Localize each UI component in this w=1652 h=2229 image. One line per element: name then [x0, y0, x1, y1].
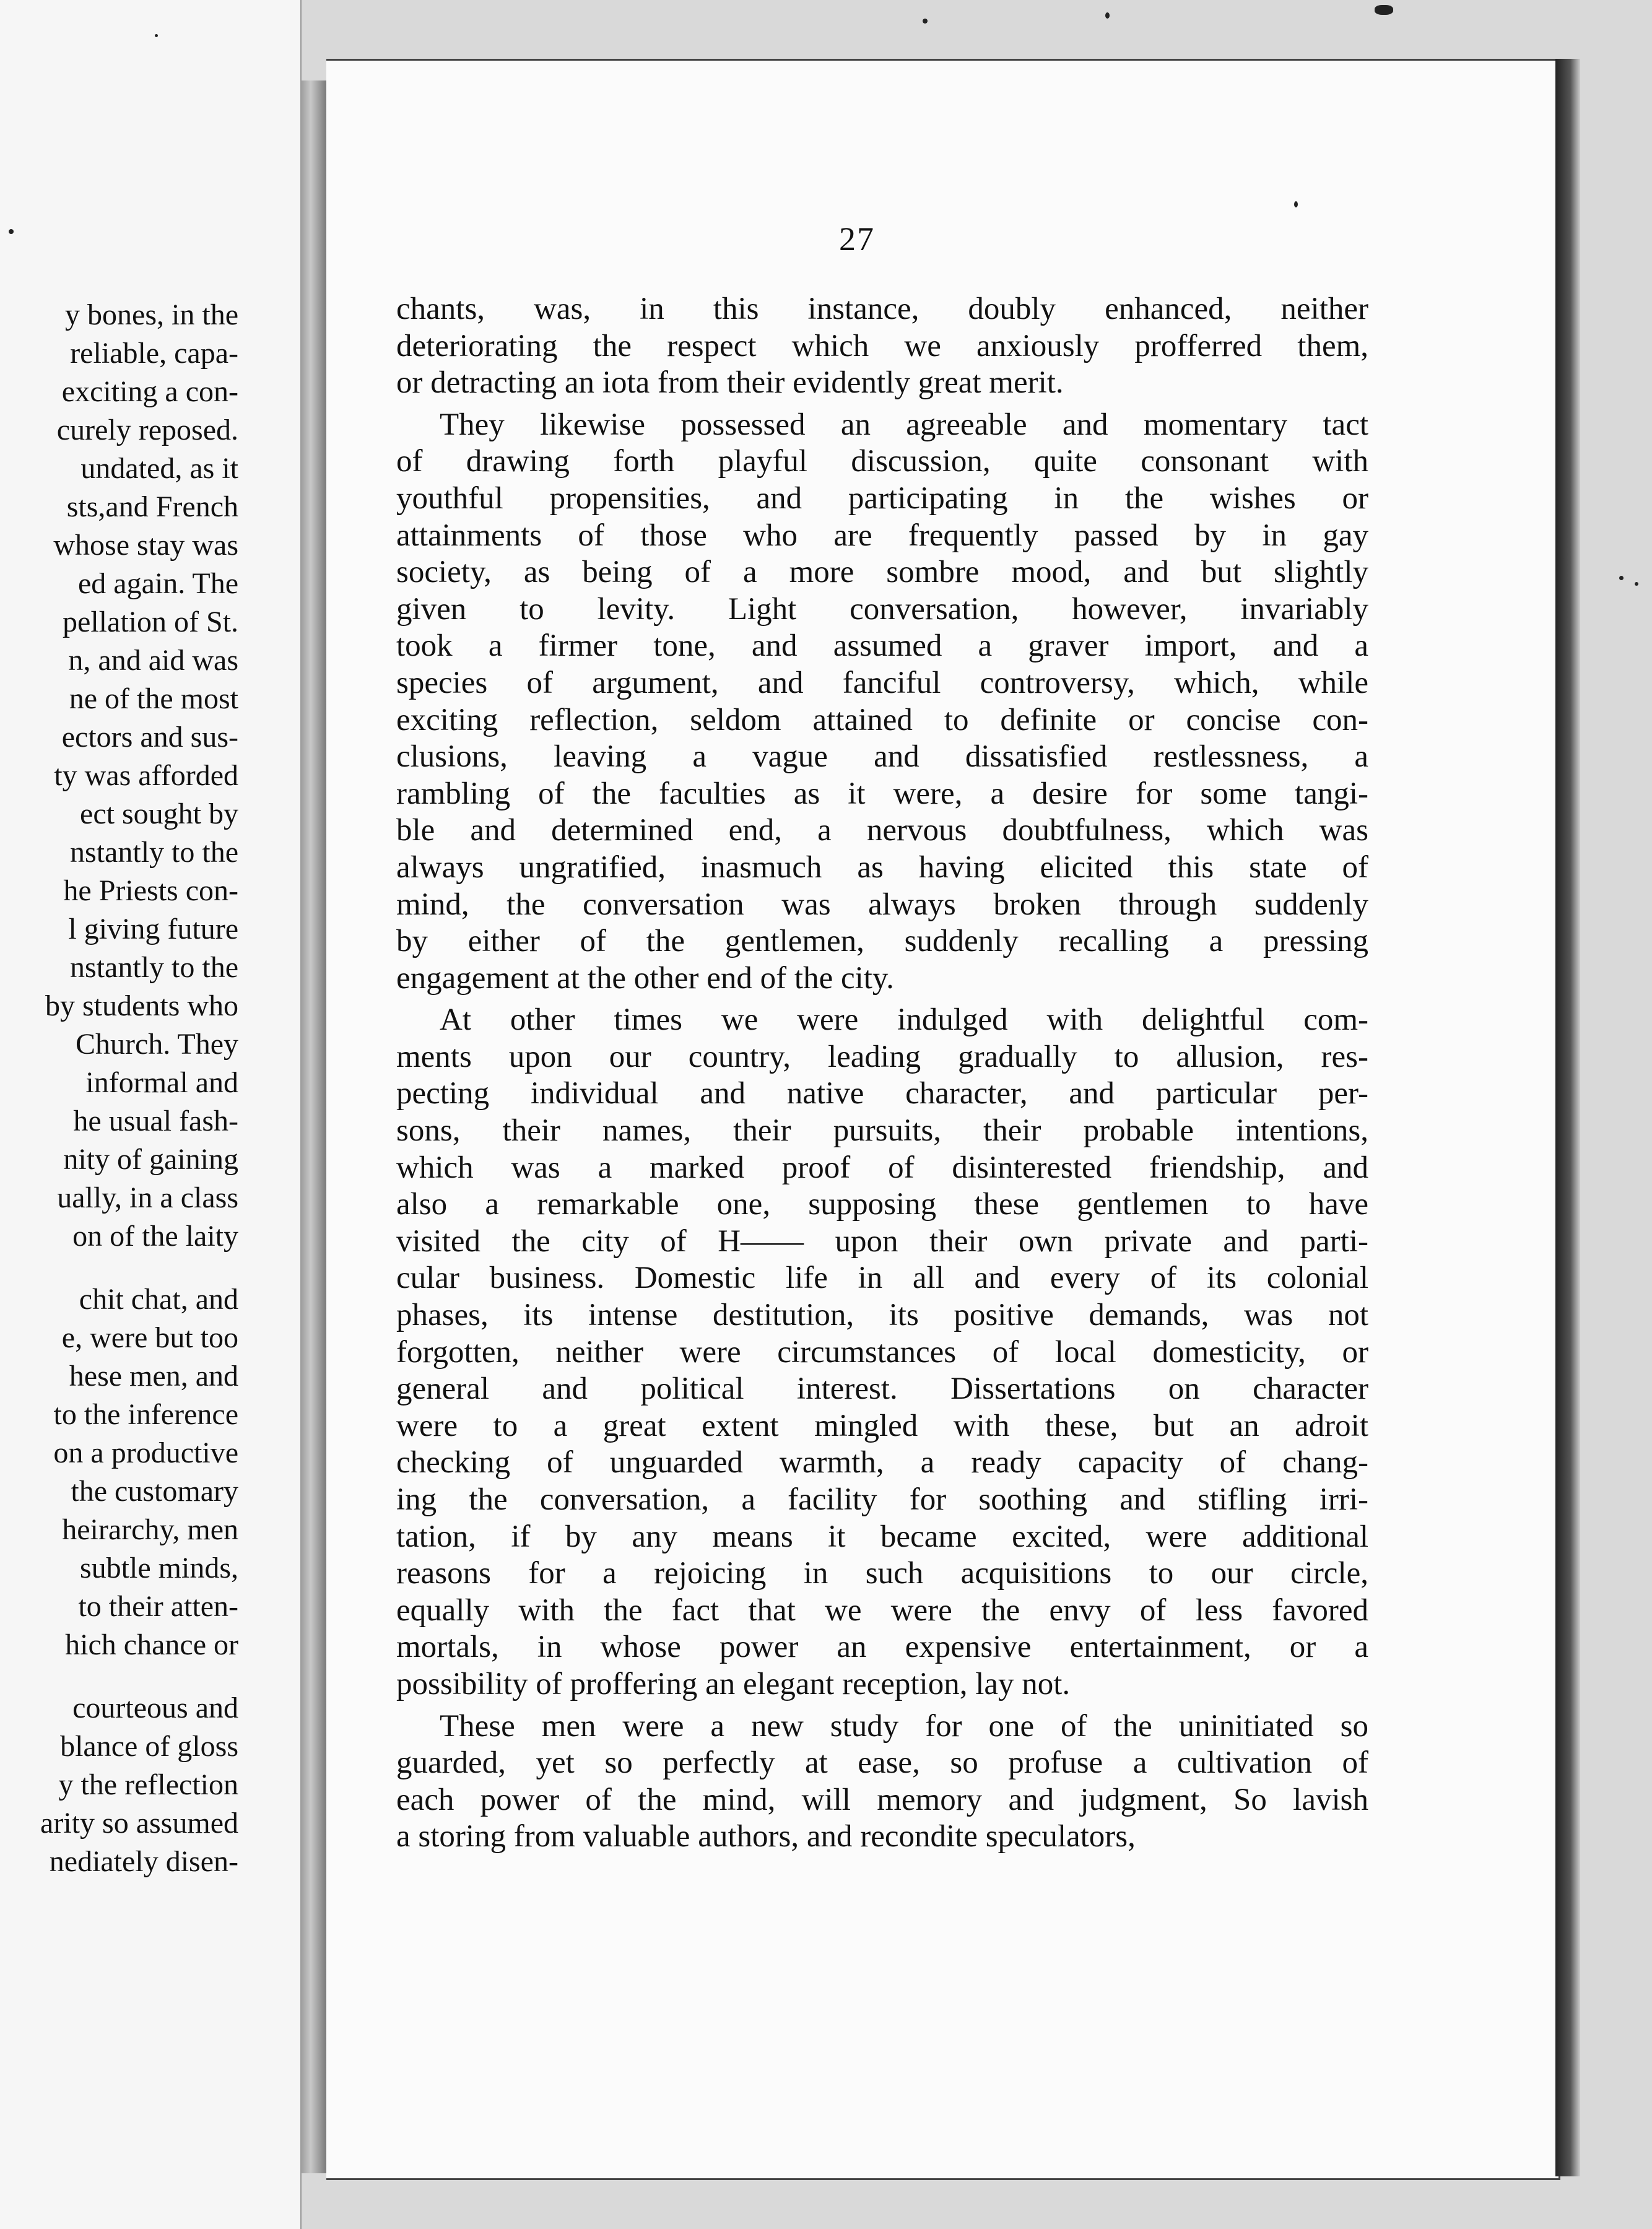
paragraph-gap	[396, 1703, 1368, 1708]
left-page-line: nstantly to the	[70, 836, 238, 869]
scan-speck	[1105, 12, 1110, 19]
text-line: ing the conversation, a facility for soothing and stifling irri-	[396, 1482, 1368, 1517]
left-page-line: n, and aid was	[68, 644, 238, 677]
text-line: ble and determined end, a nervous doubtfulness, which was	[396, 813, 1368, 848]
text-line: species of argument, and fanciful controversy, which, while	[396, 665, 1368, 700]
left-page	[0, 0, 302, 2229]
left-page-line: pellation of St.	[63, 606, 238, 638]
left-page-line: exciting a con-	[61, 375, 238, 408]
text-line: general and political interest. Dissertations on character	[396, 1371, 1368, 1407]
page-edge-shadow	[1555, 59, 1580, 2176]
paragraph-gap	[396, 997, 1368, 1002]
page-gutter	[300, 80, 326, 2173]
left-page-line: by students who	[45, 989, 238, 1022]
left-page-line: sts,and French	[66, 490, 238, 523]
left-page-line: chit chat, and	[79, 1283, 238, 1316]
text-line: sons, their names, their pursuits, their probable intentions,	[396, 1113, 1368, 1149]
left-page-line: ectors and sus-	[61, 721, 238, 754]
text-line: clusions, leaving a vague and dissatisfied restlessness, a	[396, 739, 1368, 775]
scan-speck	[155, 34, 158, 37]
text-line: took a firmer tone, and assumed a graver import, and a	[396, 628, 1368, 664]
left-page-line: on a productive	[53, 1436, 238, 1469]
paragraph-gap	[396, 402, 1368, 407]
text-line: rambling of the faculties as it were, a desire for some tangi-	[396, 776, 1368, 811]
text-line: guarded, yet so perfectly at ease, so profuse a cultivation of	[396, 1745, 1368, 1781]
left-page-line: y bones, in the	[65, 298, 238, 331]
left-page-line: undated, as it	[80, 452, 238, 485]
left-page-line: the customary	[71, 1475, 238, 1508]
left-page-line: Church. They	[75, 1028, 238, 1061]
text-line: always ungratified, inasmuch as having elicited this state of	[396, 849, 1368, 885]
text-line: which was a marked proof of disinterested friendship, and	[396, 1150, 1368, 1185]
left-page-line: to their atten-	[78, 1590, 238, 1623]
page-number: 27	[839, 220, 875, 258]
text-line: phases, its intense destitution, its positive demands, was not	[396, 1298, 1368, 1333]
left-page-line: ually, in a class	[57, 1181, 238, 1214]
left-page-line: hese men, and	[69, 1360, 238, 1393]
left-page-line: ne of the most	[69, 682, 238, 715]
text-line: exciting reflection, seldom attained to definite or concise con-	[396, 702, 1368, 737]
left-page-line: on of the laity	[72, 1220, 238, 1253]
text-line: checking of unguarded warmth, a ready capacity of chang-	[396, 1445, 1368, 1480]
text-line: pecting individual and native character, and particular per-	[396, 1076, 1368, 1111]
left-page-line: whose stay was	[53, 529, 238, 562]
text-line: society, as being of a more sombre mood, and but slightly	[396, 555, 1368, 590]
scan-speck	[1375, 5, 1393, 15]
text-line: deteriorating the respect which we anxiously profferred them,	[396, 328, 1368, 363]
left-page-line: blance of gloss	[60, 1730, 238, 1763]
left-page-line: ed again. The	[77, 567, 238, 600]
text-line: or detracting an iota from their evidently great merit.	[396, 365, 1064, 401]
text-line: forgotten, neither were circumstances of local domesticity, or	[396, 1334, 1368, 1370]
scan-speck	[1294, 201, 1298, 207]
left-page-line: subtle minds,	[79, 1552, 238, 1584]
left-page-line: courteous and	[72, 1692, 238, 1724]
left-page-line: e, were but too	[61, 1321, 238, 1354]
left-page-line: ty was afforded	[54, 759, 238, 792]
text-line: visited the city of H—— upon their own private and parti-	[396, 1223, 1368, 1259]
left-page-line: informal and	[85, 1066, 238, 1099]
text-line: mind, the conversation was always broken through suddenly	[396, 887, 1368, 922]
text-line: tation, if by any means it became excited, were additional	[396, 1519, 1368, 1554]
left-page-line: arity so assumed	[40, 1807, 238, 1840]
left-page-line: curely reposed.	[56, 414, 238, 446]
text-line: of drawing forth playful discussion, quite consonant with	[396, 444, 1368, 479]
left-page-line: to the inference	[53, 1398, 238, 1431]
left-page-line: hich chance or	[65, 1628, 238, 1661]
left-page-line: ect sought by	[80, 797, 238, 830]
left-page-line: y the reflection	[58, 1768, 238, 1801]
left-page-line: nity of gaining	[63, 1143, 238, 1176]
text-line: by either of the gentlemen, suddenly recalling a pressing	[396, 924, 1368, 959]
text-line: equally with the fact that we were the envy of less favored	[396, 1592, 1368, 1628]
left-page-line: reliable, capa-	[70, 337, 238, 370]
text-line: a storing from valuable authors, and recondite speculators,	[396, 1819, 1136, 1854]
text-line: They likewise possessed an agreeable and momentary tact	[440, 407, 1368, 442]
text-line: were to a great extent mingled with these, but an adroit	[396, 1408, 1368, 1443]
text-line: cular business. Domestic life in all and every of its colonial	[396, 1261, 1368, 1296]
text-line: ments upon our country, leading gradually to allusion, res-	[396, 1039, 1368, 1074]
scan-speck	[923, 19, 928, 24]
left-page-line: nstantly to the	[70, 951, 238, 984]
scan-speck	[9, 229, 14, 234]
text-line: also a remarkable one, supposing these gentlemen to have	[396, 1187, 1368, 1222]
left-page-line: l giving future	[68, 913, 238, 945]
text-line: youthful propensities, and participating in the wishes or	[396, 480, 1368, 516]
scan-speck	[1635, 582, 1638, 586]
text-line: chants, was, in this instance, doubly enhanced, neither	[396, 292, 1368, 326]
text-line: At other times we were indulged with delightful com-	[440, 1002, 1368, 1038]
body-text	[396, 291, 1368, 1856]
text-line: reasons for a rejoicing in such acquisitions to our circle,	[396, 1556, 1368, 1591]
text-line: engagement at the other end of the city.	[396, 960, 894, 996]
left-page-line: he Priests con-	[63, 874, 238, 907]
text-line: given to levity. Light conversation, however, invariably	[396, 591, 1368, 627]
text-line: each power of the mind, will memory and judgment, So lavish	[396, 1782, 1368, 1817]
left-page-line: nediately disen-	[49, 1845, 238, 1878]
left-page-line: he usual fash-	[73, 1105, 238, 1137]
scan-speck	[1619, 576, 1624, 580]
text-line: mortals, in whose power an expensive entertainment, or a	[396, 1630, 1368, 1665]
text-line: possibility of proffering an elegant reception, lay not.	[396, 1666, 1071, 1701]
text-line: attainments of those who are frequently passed by in gay	[396, 518, 1368, 553]
text-line: These men were a new study for one of the uninitiated so	[440, 1708, 1368, 1744]
left-page-line: heirarchy, men	[62, 1513, 238, 1546]
